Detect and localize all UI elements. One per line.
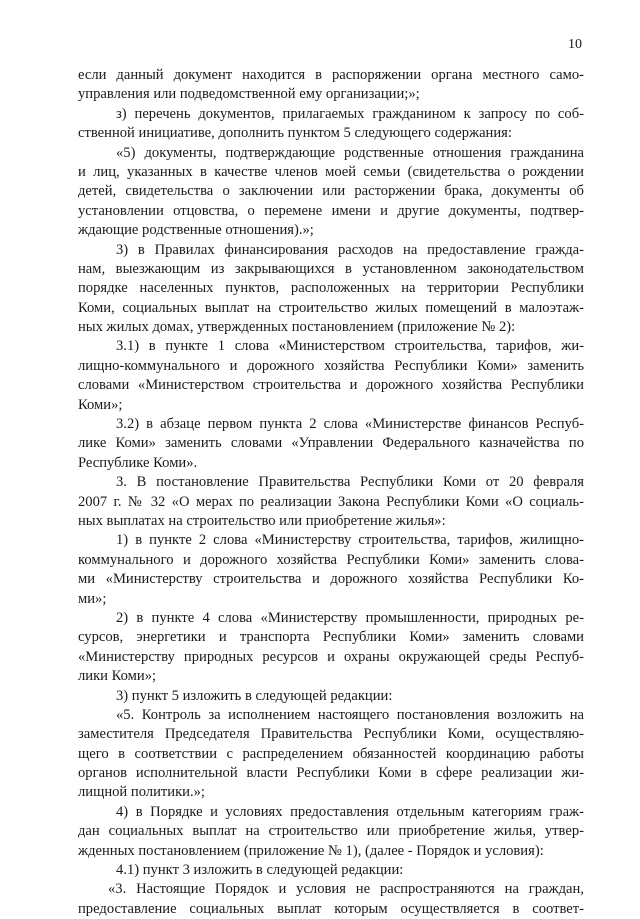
text-line: «5. Контроль за исполнением настоящего постановления возложить на <box>116 706 584 723</box>
text-line: жденных постановлением (приложение № 1), (далее - Порядок и условия): <box>78 842 544 859</box>
text-line: «3. Настоящие Порядок и условия не распространяются на граждан, <box>108 881 584 898</box>
text-line: 1) в пункте 2 слова «Министерству строительства, тарифов, жилищно- <box>116 532 584 549</box>
text-line: Республике Коми». <box>78 454 198 471</box>
text-line: 3.2) в абзаце первом пункта 2 слова «Министерстве финансов Респуб- <box>116 416 584 433</box>
text-line: управления или подведомственной ему организации;»; <box>78 86 420 103</box>
text-line: сурсов, энергетики и транспорта Республики Коми» заменить словами <box>78 629 584 646</box>
text-line: Коми, социальных выплат на строительство жилых помещений в малоэтаж- <box>78 299 584 316</box>
text-line: 3) пункт 5 изложить в следующей редакции: <box>116 687 393 704</box>
text-line: лики Коми»; <box>78 668 157 685</box>
text-line: и лиц, указанных в качестве членов моей семьи (свидетельства о рождении <box>78 163 584 180</box>
text-line: словами «Министерством строительства и дорожного хозяйства Республики <box>78 377 584 394</box>
text-line: лищно-коммунального и дорожного хозяйства Республики Коми» заменить <box>78 357 584 374</box>
text-line: «Министерству природных ресурсов и охраны окружающей среды Респуб- <box>78 648 584 665</box>
page-number: 10 <box>568 37 582 52</box>
text-line: детей, свидетельства о заключении или расторжении брака, документы об <box>78 183 584 200</box>
text-line: 3) в Правилах финансирования расходов на предоставление гражда- <box>116 241 584 258</box>
text-line: органов исполнительной власти Республики Коми в сфере реализации жи- <box>78 765 584 782</box>
text-line: ных жилых домах, утвержденных постановлением (приложение № 2): <box>78 319 516 336</box>
text-line: 2) в пункте 4 слова «Министерству промышленности, природных ре- <box>116 609 584 626</box>
text-line: ных выплатах на строительство или приобретение жилья»: <box>78 512 446 529</box>
text-line: 2007 г. № 32 «О мерах по реализации Закона Республики Коми «О социаль- <box>78 493 584 510</box>
text-line: ми «Министерству строительства и дорожного хозяйства Республики Ко- <box>78 571 584 588</box>
text-line: порядке населенных пунктов, расположенных на территории Республики <box>78 280 584 297</box>
text-line: ственной инициативе, дополнить пунктом 5 следующего содержания: <box>78 125 512 142</box>
text-line: щего в соответствии с распределением обязанностей координацию работы <box>78 745 584 762</box>
text-line: ждающие родственные отношения).»; <box>78 222 314 239</box>
text-line: 4) в Порядке и условиях предоставления отдельным категориям граж- <box>116 803 584 820</box>
text-line: нам, выезжающим из закрывающихся в установленном законодательством <box>78 260 584 277</box>
text-line: Коми»; <box>78 396 123 413</box>
text-line: 3. В постановление Правительства Республики Коми от 20 февраля <box>116 474 584 491</box>
text-line: з) перечень документов, прилагаемых гражданином к запросу по соб- <box>116 105 584 122</box>
text-line: лике Коми» заменить словами «Управлении Федерального казначейства по <box>78 435 584 452</box>
text-line: «5) документы, подтверждающие родственные отношения гражданина <box>116 144 584 161</box>
text-line: 4.1) пункт 3 изложить в следующей редакции: <box>116 862 404 879</box>
text-line: 3.1) в пункте 1 слова «Министерством строительства, тарифов, жи- <box>116 338 584 355</box>
text-line: лищной политики.»; <box>78 784 205 801</box>
text-line: ми»; <box>78 590 107 607</box>
text-line: заместителя Председателя Правительства Республики Коми, осуществляю- <box>78 726 584 743</box>
text-line: установлении отцовства, о перемене имени и другие документы, подтвер- <box>78 202 584 219</box>
text-line: дан социальных выплат на строительство или приобретение жилья, утвер- <box>78 823 584 840</box>
text-line: предоставление социальных выплат которым осуществляется в соответ- <box>78 900 584 917</box>
text-line: если данный документ находится в распоряжении органа местного само- <box>78 67 584 83</box>
text-line: коммунального и дорожного хозяйства Республики Коми» заменить слова- <box>78 551 584 568</box>
document-body <box>78 66 584 919</box>
